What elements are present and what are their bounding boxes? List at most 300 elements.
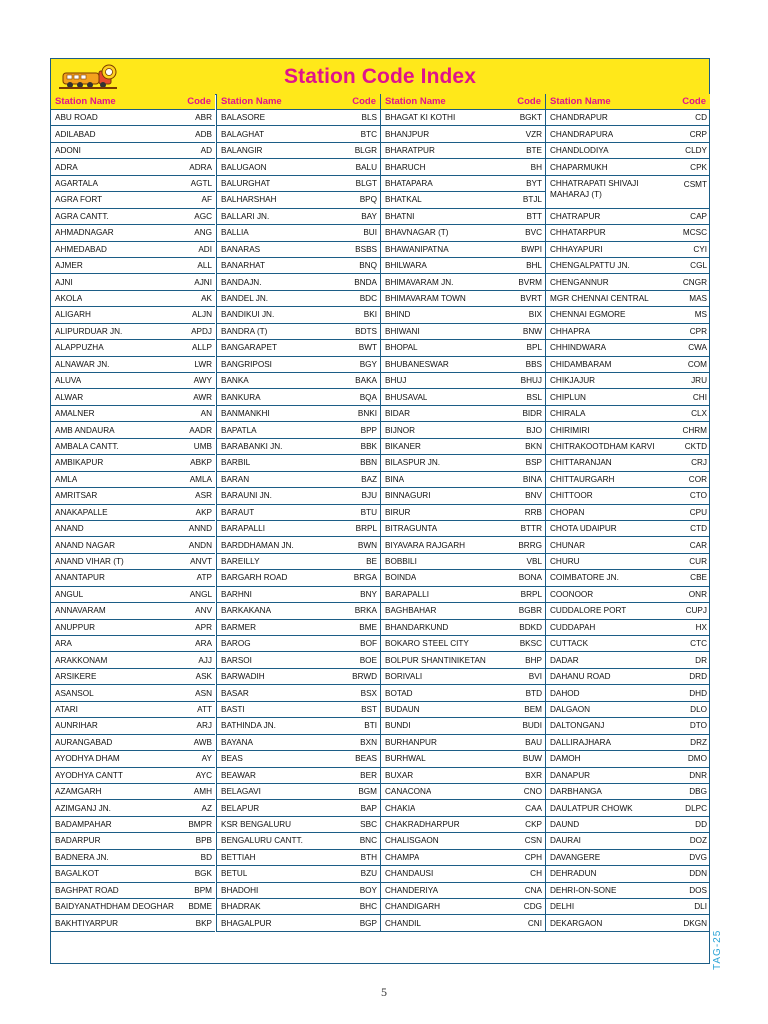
station-code: BH [530, 162, 542, 172]
table-row [381, 258, 545, 274]
table-row [217, 915, 380, 931]
station-code: CAA [525, 803, 542, 813]
station-name: CHIRALA [550, 409, 586, 419]
table-row [51, 505, 215, 521]
table-row [546, 817, 710, 833]
table-row [51, 915, 215, 931]
table-row [546, 751, 710, 767]
station-name: COONOOR [550, 589, 594, 599]
station-code: ANG [194, 228, 212, 238]
table-row [381, 192, 545, 208]
table-row [381, 209, 545, 225]
table-row [546, 389, 710, 405]
station-code: BWT [358, 343, 377, 353]
station-code: BUI [363, 228, 377, 238]
station-name: BALAGHAT [221, 129, 265, 139]
station-code: BALU [355, 162, 377, 172]
table-row [51, 389, 215, 405]
table-row [546, 883, 710, 899]
table-row [381, 570, 545, 586]
station-code: DNR [689, 770, 707, 780]
station-name: CHANDRAPURA [550, 129, 614, 139]
station-code: DMO [687, 754, 707, 764]
station-name: BARAN [221, 474, 250, 484]
table-row [217, 817, 380, 833]
station-code: ARJ [196, 721, 212, 731]
table-row [546, 685, 710, 701]
station-code: ANND [188, 524, 212, 534]
station-code: BDKD [519, 622, 542, 632]
station-name: CHHATARPUR [550, 228, 606, 238]
station-code: BIDR [522, 409, 542, 419]
station-name: KSR BENGALURU [221, 820, 292, 830]
station-name: BEAS [221, 754, 243, 764]
station-code: BPL [526, 343, 542, 353]
station-code: CNA [524, 885, 542, 895]
station-code: AGTL [190, 178, 212, 188]
table-row [546, 521, 710, 537]
table-row [51, 176, 215, 192]
station-name: ADILABAD [55, 129, 96, 139]
station-code: DBG [689, 787, 707, 797]
station-code: AJJ [198, 655, 212, 665]
station-code: CD [695, 113, 707, 123]
station-code: BTH [360, 852, 377, 862]
station-code: BRPL [520, 589, 542, 599]
station-name: BARBIL [221, 458, 251, 468]
table-row [381, 817, 545, 833]
station-name: CHALISGAON [385, 836, 439, 846]
table-row [217, 866, 380, 882]
table-row [51, 307, 215, 323]
station-name: CHHATRAPATI SHIVAJI MAHARAJ (T) [550, 178, 639, 199]
station-name: BELAPUR [221, 803, 260, 813]
station-code: BJO [526, 425, 542, 435]
station-code: BD [200, 852, 212, 862]
station-name: CHENGANNUR [550, 277, 609, 287]
station-name: BARABANKI JN. [221, 441, 283, 451]
station-name: AJNI [55, 277, 73, 287]
table-row [217, 636, 380, 652]
station-name: CHATRAPUR [550, 211, 601, 221]
station-name: BHUBANESWAR [385, 359, 449, 369]
table-row [217, 307, 380, 323]
station-column [51, 94, 215, 932]
station-code: BSX [360, 688, 377, 698]
station-name: BAGHBAHAR [385, 606, 437, 616]
station-code: AY [201, 754, 212, 764]
station-name: BARGARH ROAD [221, 573, 288, 583]
station-name: BARKAKANA [221, 606, 272, 616]
station-code: MCSC [682, 228, 707, 238]
table-row [381, 636, 545, 652]
station-name: DANAPUR [550, 770, 591, 780]
table-row [546, 126, 710, 142]
table-row [546, 472, 710, 488]
table-row [546, 406, 710, 422]
station-name: CUDDAPAH [550, 622, 596, 632]
station-code: BDTS [355, 326, 377, 336]
station-code: CPK [690, 162, 707, 172]
station-name: CHOPAN [550, 507, 585, 517]
station-name: AMBALA CANTT. [55, 441, 119, 451]
station-code: AZ [201, 803, 212, 813]
station-name: BOBBILI [385, 557, 417, 567]
station-name: BANKURA [221, 392, 261, 402]
station-column [216, 94, 380, 932]
table-row [381, 472, 545, 488]
station-name: MGR CHENNAI CENTRAL [550, 294, 649, 304]
station-name: ALIGARH [55, 310, 91, 320]
station-code: CPH [524, 852, 542, 862]
station-code: ASN [195, 688, 212, 698]
station-name: BADNERA JN. [55, 852, 109, 862]
table-row [546, 833, 710, 849]
station-code: COM [687, 359, 707, 369]
table-row [217, 291, 380, 307]
station-code: BER [360, 770, 377, 780]
table-row [51, 554, 215, 570]
station-name: DADAR [550, 655, 579, 665]
station-name: BOINDA [385, 573, 417, 583]
station-code: BAP [360, 803, 377, 813]
table-row [51, 159, 215, 175]
table-row [546, 324, 710, 340]
title-banner [51, 59, 709, 95]
station-name: ALIPURDUAR JN. [55, 326, 123, 336]
table-row [381, 554, 545, 570]
station-code: DTO [689, 721, 707, 731]
station-name: CHAKRADHARPUR [385, 820, 460, 830]
station-name: BALLIA [221, 228, 249, 238]
station-name: BIKANER [385, 441, 421, 451]
station-name: BHATNI [385, 211, 415, 221]
table-row [381, 439, 545, 455]
table-row [51, 685, 215, 701]
station-code: CAR [689, 540, 707, 550]
station-code: AN [200, 409, 212, 419]
table-row [51, 702, 215, 718]
table-row [546, 455, 710, 471]
table-row [51, 587, 215, 603]
station-code: ADB [195, 129, 212, 139]
station-code: BLGR [354, 146, 377, 156]
station-code: BKP [195, 918, 212, 928]
station-name: DAULATPUR CHOWK [550, 803, 633, 813]
station-code: BTTR [520, 524, 542, 534]
station-code: BHC [359, 902, 377, 912]
station-column [380, 94, 545, 932]
station-code: ATP [196, 573, 212, 583]
station-code: BLGT [355, 178, 377, 188]
station-column [545, 94, 710, 932]
table-row [381, 850, 545, 866]
table-row [546, 340, 710, 356]
table-row [51, 373, 215, 389]
station-name: BANDAJN. [221, 277, 262, 287]
table-row [546, 735, 710, 751]
table-row [51, 357, 215, 373]
station-name: ANAND NAGAR [55, 540, 116, 550]
station-name: BHAWANIPATNA [385, 244, 449, 254]
station-name: CUDDALORE PORT [550, 606, 627, 616]
table-row [381, 389, 545, 405]
station-name: BURHANPUR [385, 737, 437, 747]
station-code: BTE [526, 146, 542, 156]
station-code: BWN [357, 540, 377, 550]
table-row [381, 587, 545, 603]
station-code: BPB [195, 836, 212, 846]
station-name: ANANTAPUR [55, 573, 105, 583]
table-row [546, 850, 710, 866]
table-row [381, 603, 545, 619]
station-name: AYODHYA DHAM [55, 754, 120, 764]
table-row [546, 915, 710, 931]
station-name: BINNAGURI [385, 491, 431, 501]
table-row [546, 636, 710, 652]
station-name: BALURGHAT [221, 178, 271, 188]
station-name: ANUPPUR [55, 622, 96, 632]
station-name: ASANSOL [55, 688, 94, 698]
side-tag: TAG-25 [712, 929, 723, 970]
station-name: BANMANKHI [221, 409, 270, 419]
station-name: BANDRA (T) [221, 326, 268, 336]
station-name: AYODHYA CANTT [55, 770, 123, 780]
station-code: BTI [364, 721, 377, 731]
station-name: BHATAPARA [385, 178, 433, 188]
station-code: CSN [524, 836, 542, 846]
table-row [217, 389, 380, 405]
station-code: ONR [688, 589, 707, 599]
table-row [51, 636, 215, 652]
station-code: AJNI [194, 277, 212, 287]
station-name: BARAUNI JN. [221, 491, 272, 501]
table-row [217, 488, 380, 504]
station-name: CHITRAKOOTDHAM KARVI [550, 441, 655, 451]
station-name: BOLPUR SHANTINIKETAN [385, 655, 486, 665]
station-name: AMRITSAR [55, 491, 98, 501]
station-name: ALAPPUZHA [55, 343, 104, 353]
station-code: BGY [359, 359, 377, 369]
station-name: BHAGALPUR [221, 918, 272, 928]
station-code: DRZ [690, 737, 707, 747]
table-row [381, 159, 545, 175]
station-code: BXN [360, 737, 377, 747]
station-code: BPM [194, 885, 212, 895]
station-code: DLO [690, 704, 707, 714]
table-row [217, 373, 380, 389]
station-name: BAKHTIYARPUR [55, 918, 119, 928]
table-row [546, 620, 710, 636]
station-code: ALLP [191, 343, 212, 353]
station-name: CHITTARANJAN [550, 458, 612, 468]
station-code: BAKA [355, 376, 377, 386]
station-code: BEM [524, 704, 542, 714]
station-code: BRKA [354, 606, 377, 616]
station-code: BBN [360, 458, 377, 468]
station-name: BHADOHI [221, 885, 259, 895]
station-name: ABU ROAD [55, 113, 98, 123]
station-name: BARSOI [221, 655, 252, 665]
station-name: CUTTACK [550, 639, 589, 649]
station-code: BVRM [518, 277, 542, 287]
table-row [546, 110, 710, 126]
station-code: DLPC [685, 803, 707, 813]
table-row [381, 866, 545, 882]
station-code: BGBR [518, 606, 542, 616]
station-name: DAVANGERE [550, 852, 601, 862]
station-code: CTC [690, 639, 707, 649]
station-code: DD [695, 820, 707, 830]
station-code: BGK [194, 869, 212, 879]
station-code: ALJN [191, 310, 212, 320]
table-row [381, 800, 545, 816]
station-name: BHAGAT KI KOTHI [385, 113, 456, 123]
station-name: CHANDAUSI [385, 869, 434, 879]
table-row [381, 883, 545, 899]
station-code: CH [530, 869, 542, 879]
station-code: CHRM [682, 425, 707, 435]
table-row [217, 669, 380, 685]
station-code: AK [201, 294, 212, 304]
station-name: BIRUR [385, 507, 411, 517]
station-code: DRD [689, 672, 707, 682]
table-row [51, 472, 215, 488]
station-code: BDC [359, 294, 377, 304]
station-name: BAYANA [221, 737, 254, 747]
station-name: BHAVNAGAR (T) [385, 228, 449, 238]
table-row [546, 784, 710, 800]
table-row [217, 554, 380, 570]
station-name: BAGHPAT ROAD [55, 885, 119, 895]
station-name: BALHARSHAH [221, 195, 277, 205]
table-row [381, 521, 545, 537]
table-row [381, 735, 545, 751]
station-code: BVRT [520, 294, 542, 304]
station-name: BHANDARKUND [385, 622, 449, 632]
station-name: CHANDLODIYA [550, 146, 609, 156]
table-row [51, 455, 215, 471]
station-code: BSBS [355, 244, 377, 254]
station-code: ANGL [189, 589, 212, 599]
station-code: CNI [527, 918, 542, 928]
station-code: BPQ [359, 195, 377, 205]
code-header: Code [187, 96, 211, 107]
table-row [381, 143, 545, 159]
station-name: ARAKKONAM [55, 655, 108, 665]
station-code: BVC [525, 228, 542, 238]
table-row [381, 340, 545, 356]
station-code: AADR [189, 425, 212, 435]
station-name: BHIMAVARAM TOWN [385, 294, 466, 304]
station-code: CGL [690, 261, 707, 271]
table-row [381, 488, 545, 504]
code-header: Code [517, 96, 541, 107]
station-name: BANDEL JN. [221, 294, 269, 304]
station-name: BALUGAON [221, 162, 267, 172]
column-header [546, 94, 710, 110]
station-name: BANGRIPOSI [221, 359, 272, 369]
table-row [546, 488, 710, 504]
table-row [51, 603, 215, 619]
station-code: ATT [197, 704, 212, 714]
station-code: RRB [524, 507, 542, 517]
station-name: CHANDERIYA [385, 885, 439, 895]
station-code: VZR [525, 129, 542, 139]
table-row [546, 209, 710, 225]
column-header [51, 94, 215, 110]
station-name: COIMBATORE JN. [550, 573, 619, 583]
table-row [381, 225, 545, 241]
station-name: BORIVALI [385, 672, 423, 682]
station-code: BKI [363, 310, 377, 320]
table-row [546, 652, 710, 668]
table-row [546, 603, 710, 619]
table-row [217, 126, 380, 142]
station-code: UMB [193, 441, 212, 451]
table-row [381, 751, 545, 767]
station-name: BILASPUR JN. [385, 458, 441, 468]
station-name: ANAND VIHAR (T) [55, 557, 124, 567]
station-code: ASK [195, 672, 212, 682]
table-row [381, 505, 545, 521]
station-code: BONA [518, 573, 542, 583]
station-code: BTJL [522, 195, 542, 205]
table-row [51, 784, 215, 800]
table-row [217, 225, 380, 241]
station-code: CDG [523, 902, 542, 912]
station-name: ANGUL [55, 589, 84, 599]
table-row [51, 110, 215, 126]
station-code: BGP [359, 918, 377, 928]
station-name: AGRA FORT [55, 195, 103, 205]
station-name: CHAPARMUKH [550, 162, 608, 172]
station-code: CHI [692, 392, 707, 402]
station-name: BARWADIH [221, 672, 265, 682]
station-name: BHARUCH [385, 162, 426, 172]
station-name: DAHOD [550, 688, 580, 698]
station-name: BARAPALLI [385, 589, 429, 599]
station-name: AURANGABAD [55, 737, 113, 747]
table-row [51, 620, 215, 636]
table-row [217, 537, 380, 553]
station-name: AMB ANDAURA [55, 425, 115, 435]
table-row [381, 422, 545, 438]
station-name: BHANJPUR [385, 129, 430, 139]
station-name: BARAUT [221, 507, 255, 517]
table-row [381, 537, 545, 553]
table-row [51, 883, 215, 899]
station-name: BAROG [221, 639, 251, 649]
table-row [546, 537, 710, 553]
table-row [51, 126, 215, 142]
station-name: CHUNAR [550, 540, 586, 550]
table-row [217, 455, 380, 471]
table-row [546, 143, 710, 159]
station-name: BETTIAH [221, 852, 256, 862]
station-name: CHIPLUN [550, 392, 586, 402]
station-code: AGC [194, 211, 212, 221]
table-row [546, 258, 710, 274]
station-name: BINA [385, 474, 405, 484]
station-name: ARSIKERE [55, 672, 97, 682]
station-code: BZU [360, 869, 377, 879]
table-row [546, 702, 710, 718]
table-row [51, 570, 215, 586]
table-row [546, 225, 710, 241]
station-code: CNO [523, 787, 542, 797]
table-row [381, 455, 545, 471]
